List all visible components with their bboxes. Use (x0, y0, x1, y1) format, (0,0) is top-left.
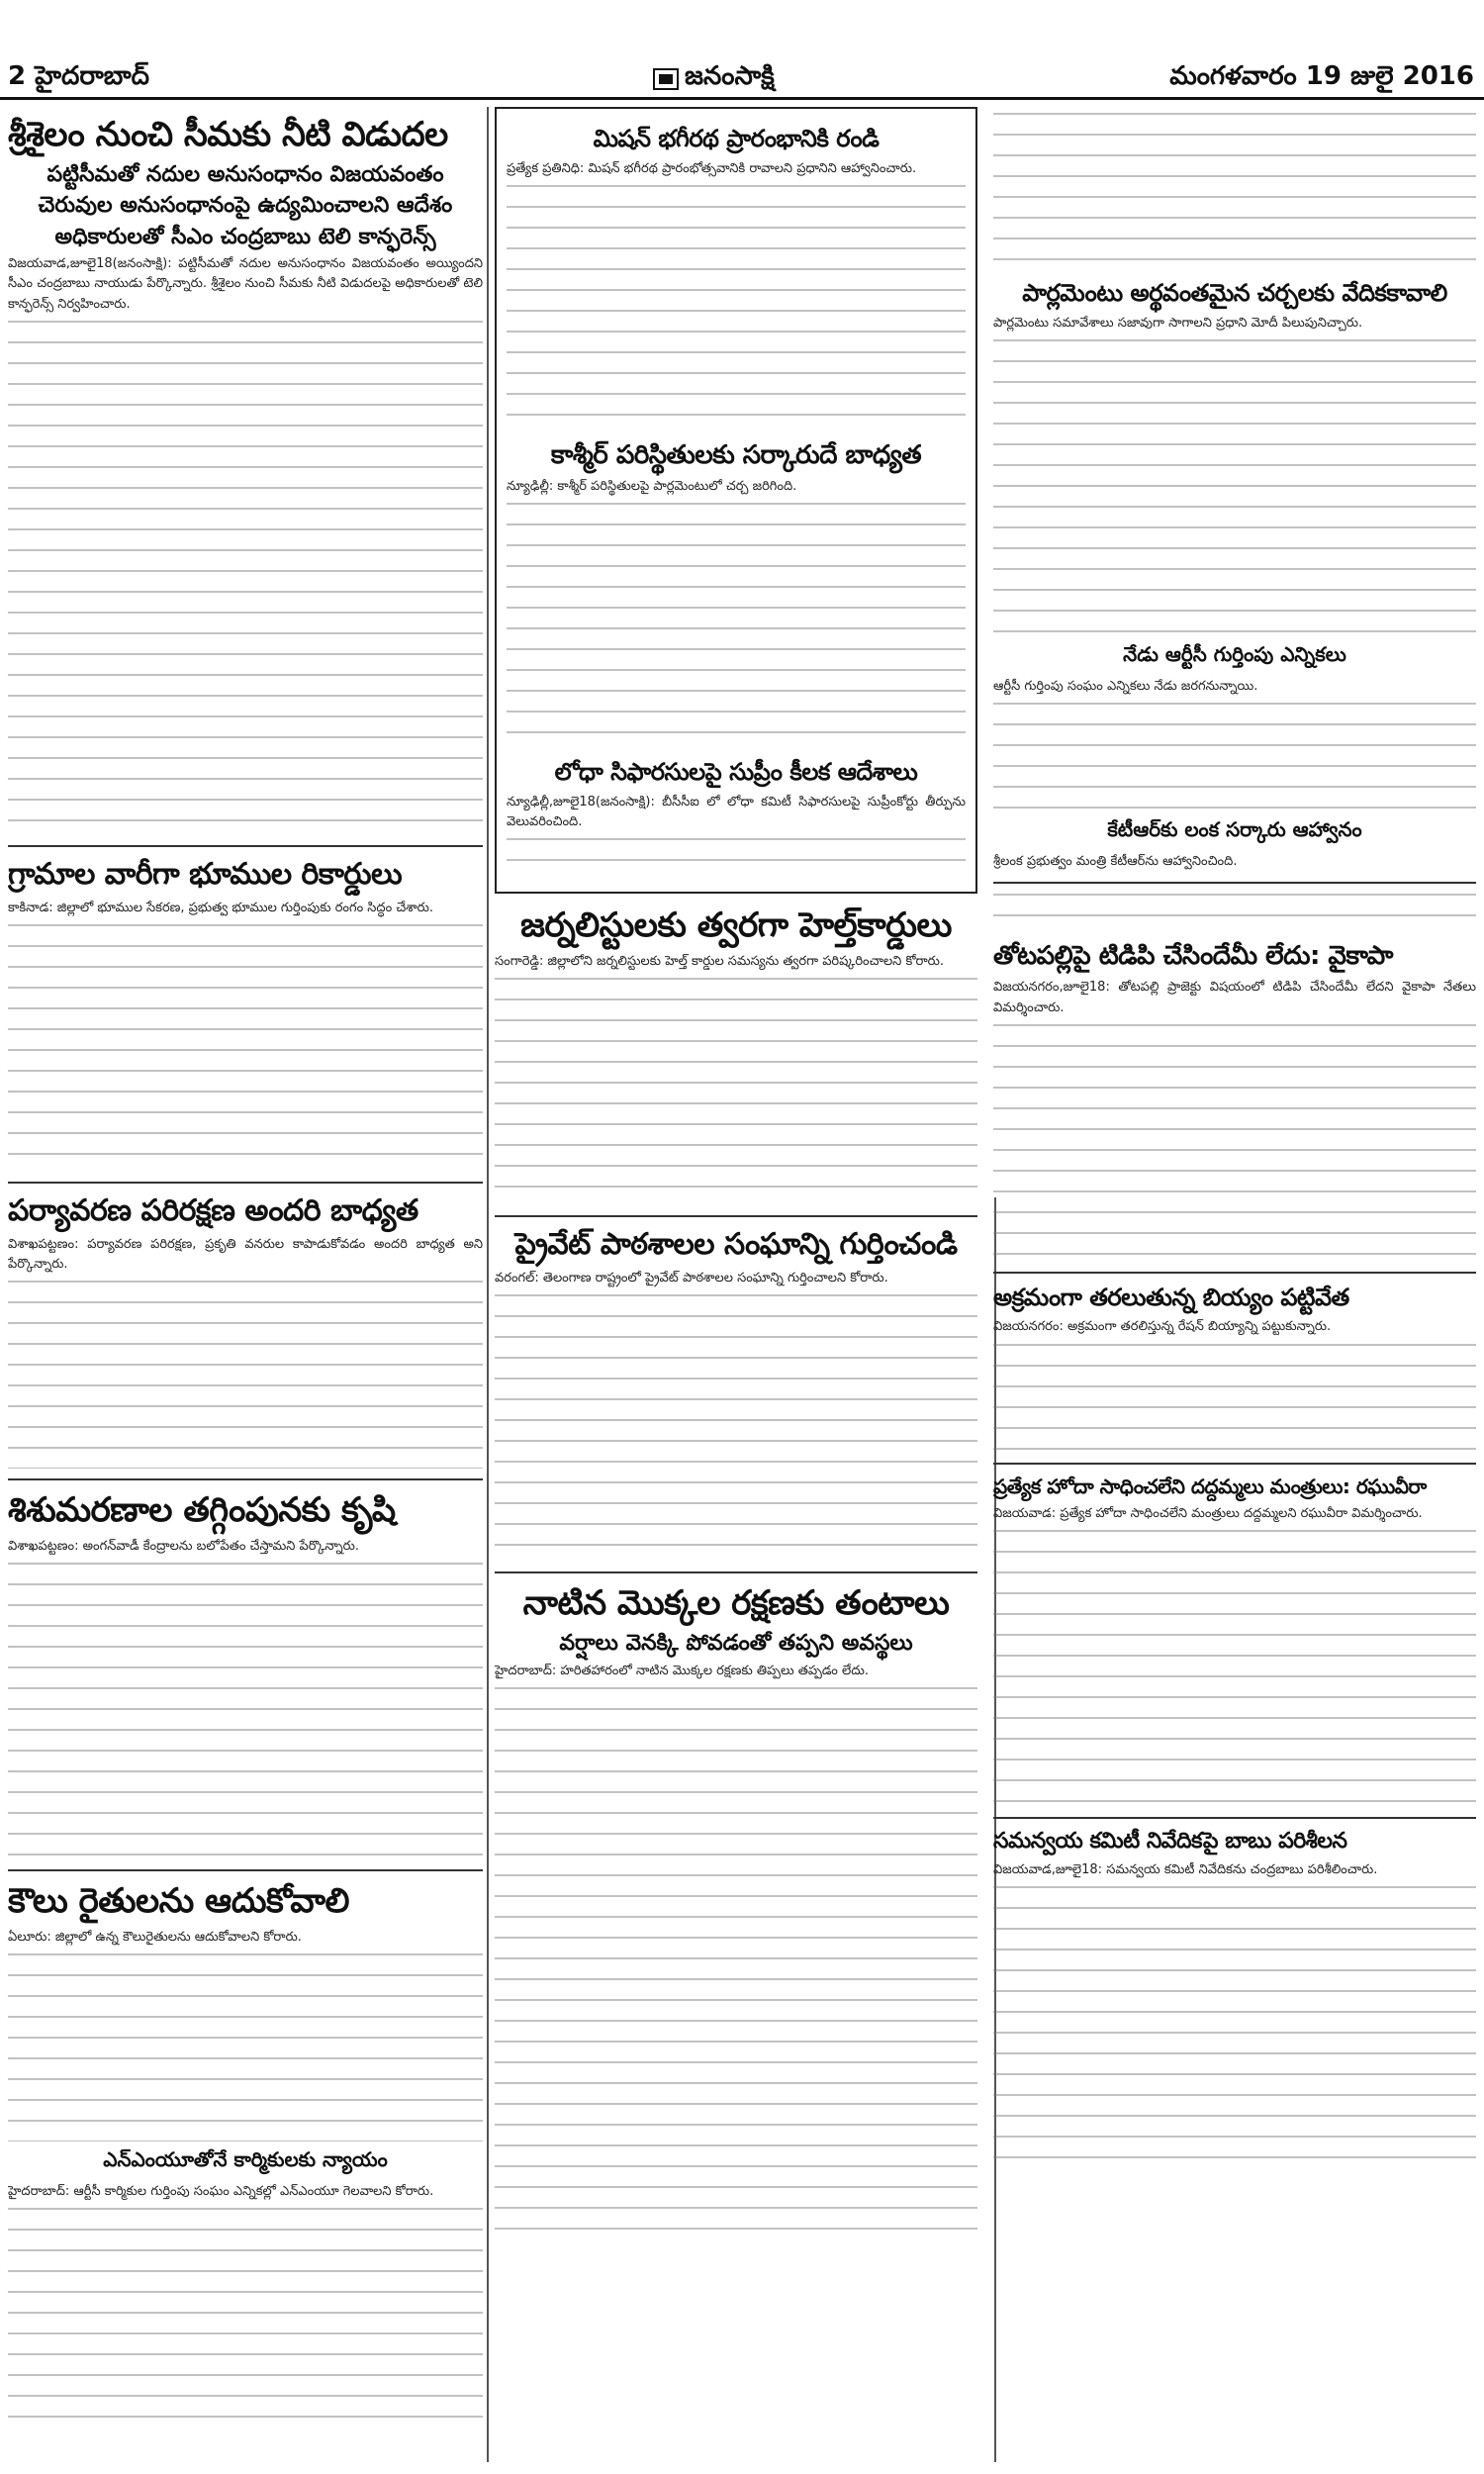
article (993, 817, 1476, 872)
article-body: సంగారెడ్డి: జిల్లాలోని జర్నలిస్టులకు హెల్త్ కార్డుల సమస్యను త్వరగా పరిష్కరించాలని కోరారు. (495, 954, 944, 970)
section-divider (495, 1215, 977, 1217)
section-divider (993, 1272, 1476, 1274)
article-body-text (495, 1687, 977, 2241)
section-divider (8, 1869, 483, 1871)
section-divider (993, 882, 1476, 884)
article-body: వరంగల్: తెలంగాణ రాష్ట్రంలో ప్రైవేట్ పాఠశాలల సంఘాన్ని గుర్తించాలని కోరారు. (495, 1271, 888, 1286)
article-headline: శిశుమరణాల తగ్గింపునకు కృషి (8, 1490, 396, 1531)
article-kicker: వర్షాలు వెనక్కి పోవడంతో తప్పని అవస్థలు (559, 1631, 913, 1657)
article (8, 1881, 483, 2141)
article (993, 1475, 1476, 1807)
section-divider (993, 1463, 1476, 1465)
newspaper-logo-icon (653, 68, 679, 90)
article (495, 905, 977, 1205)
article-headline: ప్రైవేట్ పాఠశాలల సంఘాన్ని గుర్తించండి (514, 1227, 958, 1263)
article-body: విశాఖపట్టణం: అంగన్‌వాడీ కేంద్రాలను బలోపేతం చేస్తామని పేర్కొన్నారు. (8, 1538, 360, 1554)
dateline: మంగళవారం 19 జులై 2016 (1169, 61, 1474, 91)
article-headline: పార్లమెంటు అర్థవంతమైన చర్చలకు వేదికకావాలి (1022, 279, 1447, 307)
article (993, 941, 1476, 1261)
article-body: న్యూఢిల్లీ,జూలై18(జనంసాక్షి): బీసీసీఐ లో లోధా కమిటీ సిఫారసులపై సుప్రీంకోర్టు తీర్పును వెలువరించింది. (507, 795, 966, 830)
article-body: విజయవాడ,జూలై18: సమన్వయ కమిటీ నివేదికను చంద్రబాబు పరిశీలించారు. (993, 1862, 1378, 1878)
column-divider (487, 107, 489, 2462)
article (8, 1193, 483, 1469)
article-body: శ్రీలంక ప్రభుత్వం మంత్రి కేటీఆర్‌ను ఆహ్వానించింది. (993, 854, 1238, 870)
article-body: విజయవాడ,జూలై18(జనంసాక్షి): పట్టిసీమతో నదుల అనుసంధానం విజయవంతం అయ్యిందని సీఎం చంద్రబాబు నాయుడు పేర్కొన్నారు. శ్రీశైలం నుంచి సీమకు నీటి విడుదలపై అధికారులతో టెలి కాన్ఫరెన్స్ నిర్వహించారు. (8, 256, 483, 312)
article-kicker: అధికారులతో సీఎం చంద్రబాబు టెలి కాన్ఫరెన్స్ (54, 224, 436, 249)
article-body-text (993, 339, 1476, 636)
article-body-text (507, 838, 966, 878)
header-divider (0, 97, 1484, 100)
article-body-text (507, 185, 966, 432)
article-body: పార్లమెంటు సమావేశాలు సజావుగా సాగాలని ప్రధాని మోదీ పిలుపునిచ్చారు. (993, 315, 1363, 331)
article-headline: కేటీఆర్‌కు లంక సర్కారు ఆహ్వానం (1107, 817, 1362, 842)
center-right-columns (495, 107, 1476, 2462)
article (993, 1284, 1476, 1453)
article-kicker: చెరువుల అనుసంధానంపై ఉద్యమించాలని ఆదేశం (38, 193, 453, 219)
boxed-story (495, 107, 977, 894)
article-body-text (495, 978, 977, 1205)
page-number-label: 2 హైదరాబాద్ (8, 61, 149, 91)
article-body: విజయనగరం,జూలై18: తోటపల్లి ప్రాజెక్టు విషయంలో టిడిపి చేసిందేమీ లేదని వైకాపా నేతలు విమర్శించారు. (993, 980, 1476, 1015)
article-headline: జర్నలిస్టులకు త్వరగా హెల్త్‌కార్డులు (520, 905, 952, 946)
section-divider (495, 1571, 977, 1573)
article-headline: కౌలు రైతులను ఆదుకోవాలి (8, 1881, 349, 1922)
section-divider (8, 1182, 483, 1184)
article (8, 2147, 483, 2435)
article-headline: నాటిన మొక్కల రక్షణకు తంటాలు (522, 1583, 950, 1624)
article (495, 1583, 977, 2240)
article-body-text (993, 1886, 1476, 2163)
article-body: విజయనగరం: అక్రమంగా తరలిస్తున్న రేషన్ బియ్యాన్ని పట్టుకున్నారు. (993, 1319, 1332, 1335)
section-divider (8, 1478, 483, 1480)
page-header (0, 0, 1484, 89)
article-body: న్యూఢిల్లీ: కాశ్మీర్ పరిస్థితులపై పార్లమెంటులో చర్చ జరిగింది. (507, 479, 797, 495)
section-divider (993, 1817, 1476, 1819)
article-headline: ఎన్‌ఎంయూతోనే కార్మికులకు న్యాయం (103, 2147, 388, 2172)
article-kicker: పట్టిసీమతో నదుల అనుసంధానం విజయవంతం (46, 161, 444, 187)
article (993, 279, 1476, 636)
article-headline: అక్రమంగా తరలుతున్న బియ్యం పట్టివేత (993, 1283, 1349, 1311)
article-headline: శ్రీశైలం నుంచి సీమకు నీటి విడుదల (8, 115, 448, 154)
article (993, 1829, 1476, 2164)
article (495, 1227, 977, 1562)
article-body-text (8, 1563, 483, 1859)
article-headline: నేడు ఆర్టీసీ గుర్తింపు ఎన్నికలు (1123, 641, 1346, 666)
article-headline: మిషన్ భగీరథ ప్రారంభానికి రండి (593, 125, 880, 152)
article-body-text (8, 924, 483, 1172)
article-body-text (993, 1024, 1476, 1262)
article-body-text (8, 2208, 483, 2435)
article-body-text (8, 1281, 483, 1469)
article-body: ప్రత్యేక ప్రతినిధి: మిషన్ భగీరథ ప్రారంభోత్సవానికి రావాలని ప్రధానిని ఆహ్వానించారు. (507, 160, 917, 176)
article-headline: పర్యావరణ పరిరక్షణ అందరి బాధ్యత (8, 1192, 418, 1228)
article-body-text (507, 503, 966, 750)
article-body-text (993, 1530, 1476, 1807)
right-column (993, 107, 1476, 2247)
article-body-text (993, 703, 1476, 811)
article-headline: తోటపల్లిపై టిడిపి చేసిందేమీ లేదు: వైకాపా (993, 941, 1393, 972)
masthead-title: జనంసాక్షి (685, 61, 775, 91)
article-headline: సమన్వయ కమిటీ నివేదికపై బాబు పరిశీలన (993, 1828, 1347, 1854)
article-headline: ప్రత్యేక హోదా సాధించలేని దద్దమ్మలు మంత్రులు: రఘువీరా (993, 1474, 1427, 1498)
article-body: విజయవాడ: ప్రత్యేక హోదా సాధించలేని మంత్రులు దద్దమ్మలని రఘువీరా విమర్శించారు. (993, 1505, 1423, 1521)
article-body: ఏలూరు: జిల్లాలో ఉన్న కౌలురైతులను ఆదుకోవాలని కోరారు. (8, 1929, 302, 1945)
article-body: హైదరాబాద్: హరితహారంలో నాటిన మొక్కల రక్షణకు తిప్పలు తప్పడం లేదు. (495, 1663, 870, 1678)
article-body-text (495, 1294, 977, 1562)
article-headline: లోధా సిఫారసులపై సుప్రీం కీలక ఆదేశాలు (554, 758, 918, 787)
article-body: ఆర్టీసీ గుర్తింపు సంఘం ఎన్నికలు నేడు జరగనున్నాయి. (993, 678, 1258, 694)
masthead (653, 61, 775, 97)
middle-column (495, 107, 977, 2247)
article-body: విశాఖపట్టణం: పర్యావరణ పరిరక్షణ, ప్రకృతి వనరుల కాపాడుకోవడం అందరి బాధ్యత అని పేర్కొన్నారు. (8, 1236, 483, 1272)
article-body: హైదరాబాద్: ఆర్టీసీ కార్మికుల గుర్తింపు సంఘం ఎన్నికల్లో ఎన్‌ఎంయూ గెలవాలని కోరారు. (8, 2184, 434, 2200)
left-column (8, 107, 483, 2462)
article-headline: కాశ్మీర్ పరిస్థితులకు సర్కారుదే బాధ్యత (550, 439, 922, 470)
article-body-text (8, 321, 483, 835)
section-divider (8, 845, 483, 847)
article-headline: గ్రామాల వారీగా భూముల రికార్డులు (8, 856, 403, 892)
article-body-text (993, 894, 1476, 933)
article (8, 115, 483, 835)
article-body: కాకినాడ: జిల్లాలో భూముల సేకరణ, ప్రభుత్వ భూముల గుర్తింపుకు రంగం సిద్ధం చేశారు. (8, 900, 434, 915)
article (8, 1490, 483, 1859)
article-body-text (8, 1953, 483, 2141)
article (8, 857, 483, 1172)
article-body-text (993, 113, 1476, 271)
article (993, 642, 1476, 811)
article-body-text (993, 1344, 1476, 1453)
